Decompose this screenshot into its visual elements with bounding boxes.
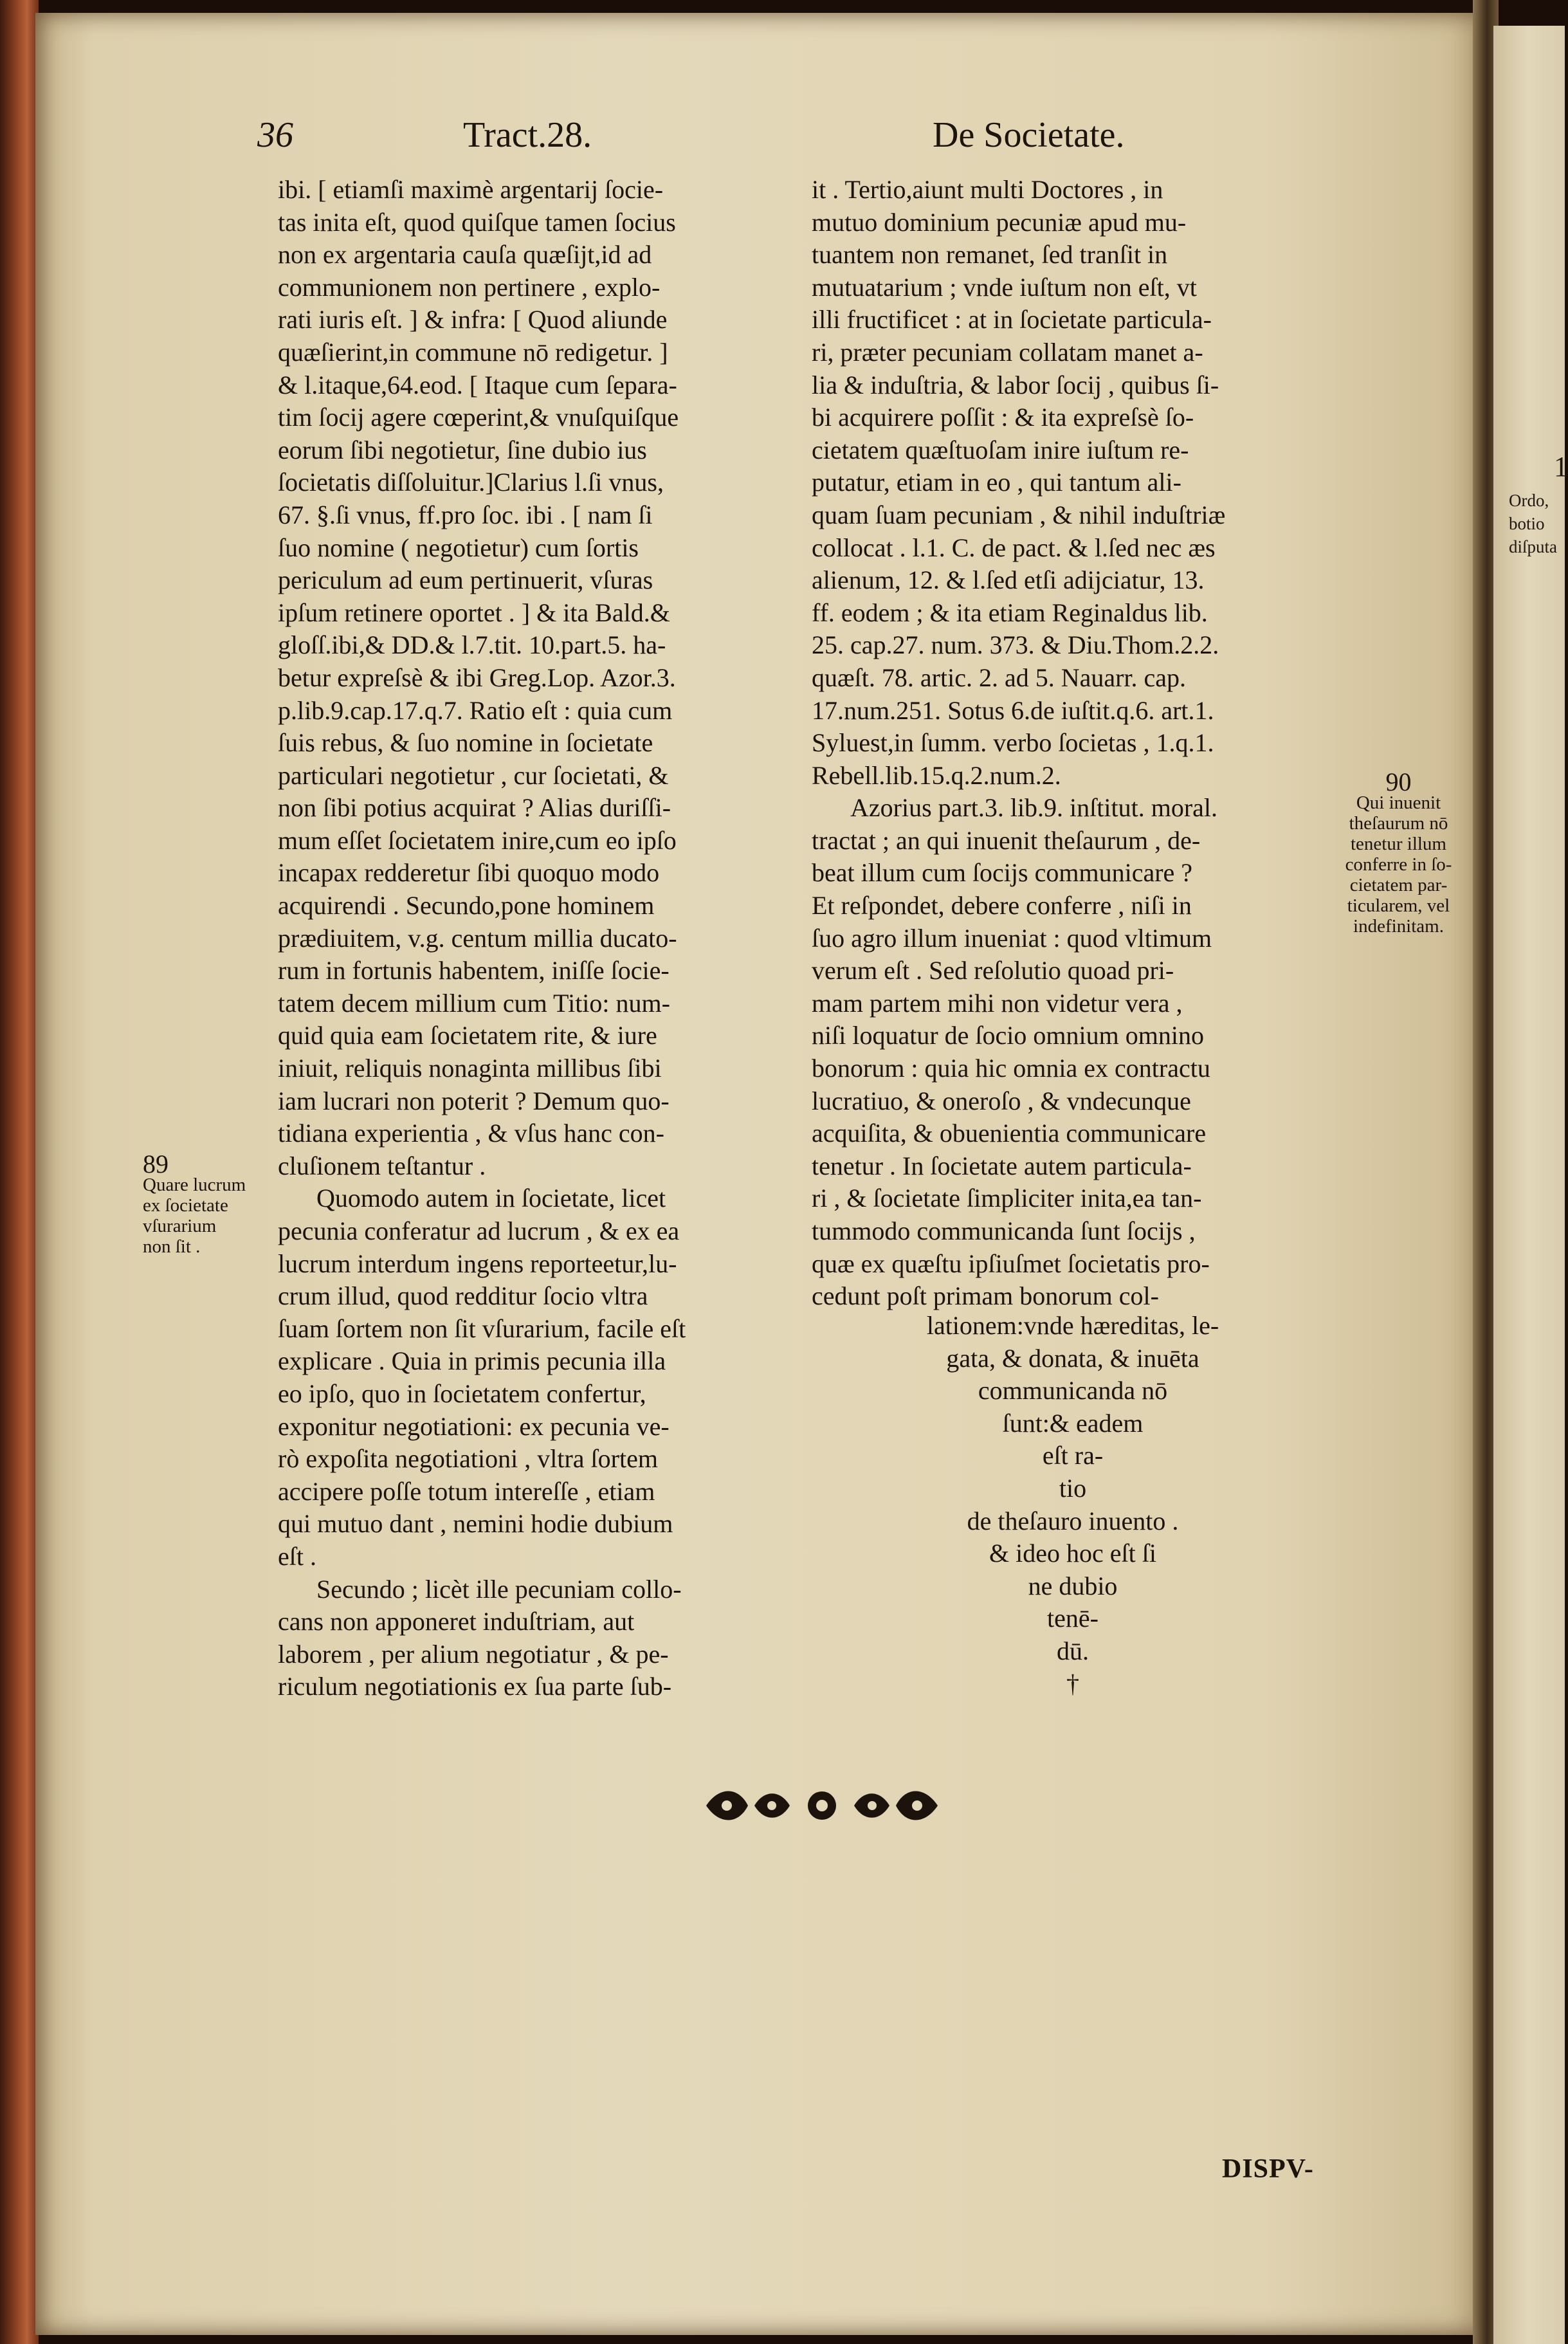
text-line: prædiuitem, v.g. centum millia ducato- xyxy=(278,923,677,953)
text-line: ri, præter pecuniam collatam manet a- xyxy=(812,337,1203,367)
text-line: p.lib.9.cap.17.q.7. Ratio eſt : quia cum xyxy=(278,695,673,725)
text-line: eorum ſibi negotietur, ſine dubio ius xyxy=(278,435,647,464)
decorative-ornament xyxy=(700,1783,944,1828)
text-line: accipere poſſe totum intereſſe , etiam xyxy=(278,1476,655,1506)
text-line: eo ipſo, quo in ſocietatem confertur, xyxy=(278,1378,646,1408)
text-line: qui mutuo dant , nemini hodie dubium xyxy=(278,1509,673,1539)
text-line: ſuo nomine ( negotietur) cum ſortis xyxy=(278,533,639,562)
running-header xyxy=(257,114,1171,166)
taper-line: gata, & donata, & inuēta xyxy=(946,1343,1199,1373)
book-edge xyxy=(0,0,39,2344)
text-line: quæſt. 78. artic. 2. ad 5. Nauarr. cap. xyxy=(812,663,1187,692)
next-page-margin-line: botio xyxy=(1509,514,1545,533)
margin-note-90 xyxy=(1326,767,1471,937)
text-line: quæſierint,in commune nō redigetur. ] xyxy=(278,337,668,367)
margin-note-line: ex ſocietate xyxy=(143,1195,228,1216)
text-line: ibi. [ etiamſi maximè argentarij ſocie- xyxy=(278,175,664,204)
tract-title: Tract.28. xyxy=(463,115,592,155)
text-line: tas inita eſt, quod quiſque tamen ſocius xyxy=(278,207,676,237)
text-line: lucrum interdum ingens reporteetur,lu- xyxy=(278,1249,677,1278)
margin-note-line: conferre in ſo- xyxy=(1345,854,1452,875)
text-line: rati iuris eſt. ] & infra: [ Quod aliunde xyxy=(278,305,668,334)
taper-line: ſunt:& eadem xyxy=(1002,1408,1144,1438)
taper-line: ne dubio xyxy=(1028,1571,1118,1600)
text-line: ſuis rebus, & ſuo nomine in ſocietate xyxy=(278,728,653,758)
text-line: putatur, etiam in eo , qui tantum ali- xyxy=(812,468,1181,497)
text-line: & l.itaque,64.eod. [ Itaque cum ſepara- xyxy=(278,370,677,399)
text-line: riculum negotiationis ex ſua parte ſub- xyxy=(278,1672,672,1701)
margin-note-line: cietatem par- xyxy=(1349,875,1448,895)
margin-note-line: vſurarium xyxy=(143,1216,217,1236)
text-line: tractat ; an qui inuenit theſaurum , de- xyxy=(812,825,1201,855)
margin-note-line: theſaurum nō xyxy=(1349,813,1448,834)
text-line: laborem , per alium negotiatur , & pe- xyxy=(278,1639,669,1669)
text-line: 25. cap.27. num. 373. & Diu.Thom.2.2. xyxy=(812,630,1219,660)
text-line: mutuatarium ; vnde iuſtum non eſt, vt xyxy=(812,272,1197,302)
right-column xyxy=(812,174,1334,1313)
text-line: tim ſocij agere cœperint,& vnuſquiſque xyxy=(278,403,679,432)
text-line: quid quia eam ſocietatem rite, & iure xyxy=(278,1021,657,1050)
page-number: 36 xyxy=(257,115,293,155)
next-page-margin-note xyxy=(1509,489,1567,558)
margin-note-number: 90 xyxy=(1385,767,1412,796)
text-line: pecunia conferatur ad lucrum , & ex ea xyxy=(278,1216,680,1245)
margin-note-89 xyxy=(143,1149,297,1257)
text-line: eſt . xyxy=(278,1541,316,1571)
text-line: acquirendi . Secundo,pone hominem xyxy=(278,891,655,920)
section-title: De Societate. xyxy=(933,115,1125,155)
margin-note-line: indefinitam. xyxy=(1353,916,1444,937)
margin-note-line: Quare lucrum xyxy=(143,1175,246,1195)
text-line: mutuo dominium pecuniæ apud mu- xyxy=(812,207,1187,237)
text-line: lia & induſtria, & labor ſocij , quibus ſi- xyxy=(812,370,1219,399)
taper-line: dū. xyxy=(1057,1636,1089,1665)
text-line: Et reſpondet, debere conferre , niſi in xyxy=(812,891,1192,920)
text-line: crum illud, quod redditur ſocio vltra xyxy=(278,1281,648,1311)
margin-note-number: 89 xyxy=(143,1149,169,1178)
next-page-mark: 1 xyxy=(1554,451,1568,482)
text-line: tuantem non remanet, ſed tranſit in xyxy=(812,240,1168,270)
text-line: tidiana experientia , & vſus hanc con- xyxy=(278,1119,664,1148)
text-line: betur expreſsè & ibi Greg.Lop. Azor.3. xyxy=(278,663,676,692)
text-line: periculum ad eum pertinuerit, vſuras xyxy=(278,565,653,595)
text-line: tenetur . In ſocietate autem particula- xyxy=(812,1151,1192,1180)
taper-line: eſt ra- xyxy=(1042,1441,1104,1470)
taper-line: de theſauro inuento . xyxy=(967,1506,1179,1535)
text-line: non ſibi potius acquirat ? Alias duriſſi- xyxy=(278,793,671,823)
text-line: alienum, 12. & l.ſed etſi adijciatur, 13. xyxy=(812,565,1205,595)
catchword: DISPV- xyxy=(1222,2154,1314,2184)
text-line: illi fructificet : at in ſocietate particula- xyxy=(812,305,1212,334)
taper-line: communicanda nō xyxy=(978,1376,1168,1405)
margin-note-line: non ſit . xyxy=(143,1236,201,1257)
text-line: 17.num.251. Sotus 6.de iuſtit.q.6. art.1. xyxy=(812,695,1214,725)
text-line: lucratiuo, & oneroſo , & vndecunque xyxy=(812,1086,1191,1115)
text-line: iniuit, reliquis nonaginta millibus ſibi xyxy=(278,1054,662,1083)
text-line: bonorum : quia hic omnia ex contractu xyxy=(812,1054,1210,1083)
right-column-taper xyxy=(812,1310,1334,1700)
text-line: gloſſ.ibi,& DD.& l.7.tit. 10.part.5. ha- xyxy=(278,630,666,660)
text-line: Syluest,in ſumm. verbo ſocietas , 1.q.1. xyxy=(812,728,1214,758)
text-line: cluſionem teſtantur . xyxy=(278,1151,486,1180)
text-line: collocat . l.1. C. de pact. & l.ſed nec æs xyxy=(812,533,1216,562)
left-column xyxy=(278,174,810,1703)
text-line: Azorius part.3. lib.9. inſtitut. moral. xyxy=(850,793,1218,823)
text-line: quæ ex quæſtu ipſiuſmet ſocietatis pro- xyxy=(812,1249,1210,1278)
taper-line: tio xyxy=(1059,1473,1087,1503)
text-line: iam lucrari non poterit ? Demum quo- xyxy=(278,1086,670,1115)
text-line: non ex argentaria cauſa quæſijt,id ad xyxy=(278,240,652,270)
text-line: it . Tertio,aiunt multi Doctores , in xyxy=(812,175,1163,204)
text-line: ff. eodem ; & ita etiam Reginaldus lib. xyxy=(812,598,1208,627)
text-line: niſi loquatur de ſocio omnium omnino xyxy=(812,1021,1204,1050)
text-line: ipſum retinere oportet . ] & ita Bald.& xyxy=(278,598,670,627)
text-line: 67. §.ſi vnus, ff.pro ſoc. ibi . [ nam ſi xyxy=(278,500,653,529)
next-page-margin-line: diſputa xyxy=(1509,537,1557,556)
text-line: communionem non pertinere , explo- xyxy=(278,272,661,302)
text-line: particulari negotietur , cur ſocietati, & xyxy=(278,760,669,790)
text-line: exponitur negotiationi: ex pecunia ve- xyxy=(278,1411,670,1441)
text-line: acquiſita, & obuenientia communicare xyxy=(812,1119,1207,1148)
text-line: rò expoſita negotiationi , vltra ſortem xyxy=(278,1444,658,1474)
text-line: bi acquirere poſſit : & ita expreſsè ſo- xyxy=(812,403,1194,432)
text-line: Rebell.lib.15.q.2.num.2. xyxy=(812,760,1061,790)
taper-line: & ideo hoc eſt ſi xyxy=(989,1539,1156,1568)
text-line: ſuo agro illum inueniat : quod vltimum xyxy=(812,923,1212,953)
text-line: cedunt poſt primam bonorum col- xyxy=(812,1281,1159,1311)
text-line: ſuam ſortem non ſit vſurarium, facile eſt xyxy=(278,1314,686,1343)
text-line: tummodo communicanda ſunt ſocijs , xyxy=(812,1216,1196,1245)
taper-line: † xyxy=(1066,1669,1079,1698)
next-page-margin-line: Ordo, xyxy=(1509,491,1549,510)
margin-note-line: Qui inuenit xyxy=(1356,792,1441,813)
text-line: quam ſuam pecuniam , & nihil induſtriæ xyxy=(812,500,1226,529)
text-line: ri , & ſocietate ſimpliciter inita,ea tan- xyxy=(812,1184,1202,1213)
margin-note-line: ticularem, vel xyxy=(1347,895,1450,916)
text-line: Quomodo autem in ſocietate, licet xyxy=(316,1184,666,1213)
text-line: beat illum cum ſocijs communicare ? xyxy=(812,858,1193,888)
text-line: tatem decem millium cum Titio: num- xyxy=(278,988,670,1018)
text-line: verum eſt . Sed reſolutio quoad pri- xyxy=(812,956,1174,985)
next-page-strip xyxy=(1493,26,1568,2344)
text-line: mum eſſet ſocietatem inire,cum eo ipſo xyxy=(278,825,677,855)
text-line: incapax redderetur ſibi quoquo modo xyxy=(278,858,660,888)
text-line: ſocietatis diſſoluitur.]Clarius l.ſi vnus, xyxy=(278,468,664,497)
text-line: mam partem mihi non videtur vera , xyxy=(812,988,1183,1018)
taper-line: lationem:vnde hæreditas, le- xyxy=(926,1311,1219,1340)
margin-note-line: tenetur illum xyxy=(1351,834,1446,854)
taper-line: tenē- xyxy=(1047,1604,1099,1633)
text-line: rum in fortunis habentem, iniſſe ſocie- xyxy=(278,956,670,985)
text-line: cietatem quæſtuoſam inire iuſtum re- xyxy=(812,435,1189,464)
text-line: cans non apponeret induſtriam, aut xyxy=(278,1607,635,1636)
text-line: Secundo ; licèt ille pecuniam collo- xyxy=(316,1574,682,1604)
text-line: explicare . Quia in primis pecunia illa xyxy=(278,1346,666,1376)
